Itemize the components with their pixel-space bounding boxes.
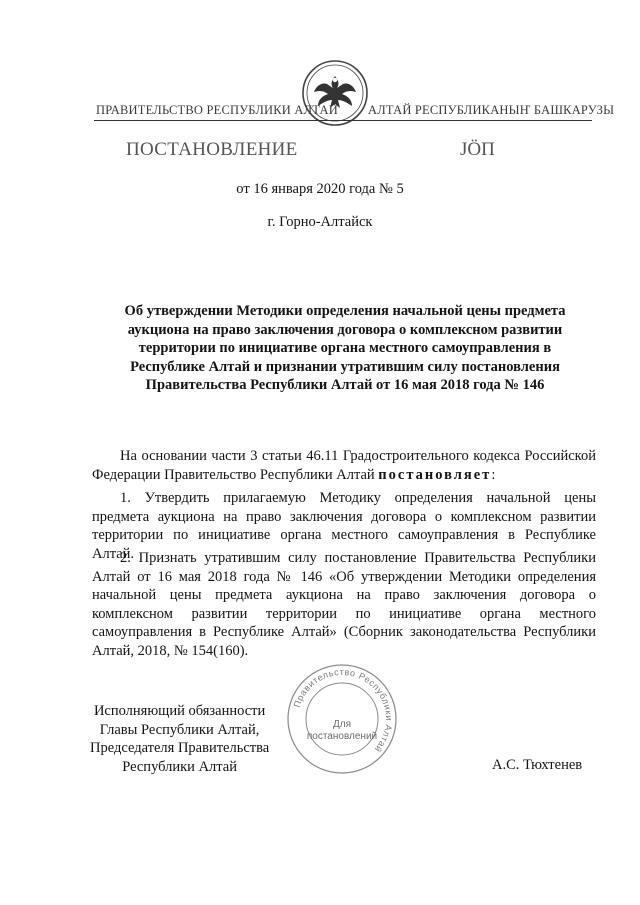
stamp-center-line-2: постановлений <box>306 731 378 742</box>
signatory-line-3: Председателя Правительства <box>90 740 270 756</box>
stamp-center-line-1: Для <box>332 719 352 730</box>
signatory-line-2: Главы Республики Алтай, <box>99 721 260 738</box>
org-name-russian: ПРАВИТЕЛЬСТВО РЕСПУБЛИКИ АЛТАЙ <box>96 103 338 117</box>
org-name-altai: АЛТАЙ РЕСПУБЛИКАНЫҤ БАШКАРУЗЫ <box>368 103 615 117</box>
stamp-ring-text: Правительство Республики Алтай <box>291 666 395 755</box>
signatory-line-4: Республики Алтай <box>122 758 237 775</box>
item-2-paragraph: 2. Признать утратившим силу постановление Правительства Республики Алтай от 16 мая 2018 года № 146 «Об утверждении Методики определения начальной цены предмета аукциона на право заключения договора о комплексном развитии территории по инициативе органа местного самоуправления в Республике Алтай» (Сборник законодательства Республики Алтай, 2018, № 154(160). <box>92 550 596 659</box>
header-divider <box>94 120 592 121</box>
signatory-name: А.С. Тюхтенев <box>492 757 583 773</box>
document-city: г. Горно-Алтайск <box>267 214 373 230</box>
signatory-line-1: Исполняющий обязанности <box>93 703 266 719</box>
document-subject: Об утверждении Методики определения начальной цены предмета аукциона на право заключения договора о комплексном развитии территории по инициативе органа местного самоуправления в Республике Алтай и признании утратившим силу постановления Правительства Республики Алтай от 16 мая 2018 года № 146 <box>124 303 566 393</box>
resolves-colon: : <box>491 466 496 483</box>
document-type-ru: ПОСТАНОВЛЕНИЕ <box>126 139 298 160</box>
item-1-paragraph: 1. Утвердить прилагаемую Методику определения начальной цены предмета аукциона на право заключения договора о комплексном развитии территории по инициативе органа местного самоуправления в Республике Алтай. <box>92 490 596 562</box>
document-type-altai: ЈӦП <box>460 139 495 160</box>
document-date: от 16 января 2020 года № 5 <box>236 181 404 197</box>
resolves-word: постановляет <box>378 466 492 483</box>
signatory-title <box>90 702 269 776</box>
stamp-center-text <box>302 719 382 743</box>
preamble-paragraph <box>92 447 596 484</box>
preamble-text: На основании части 3 статьи 46.11 Градостроительного кодекса Российской Федерации Правительство Республики Алтай <box>92 448 596 483</box>
